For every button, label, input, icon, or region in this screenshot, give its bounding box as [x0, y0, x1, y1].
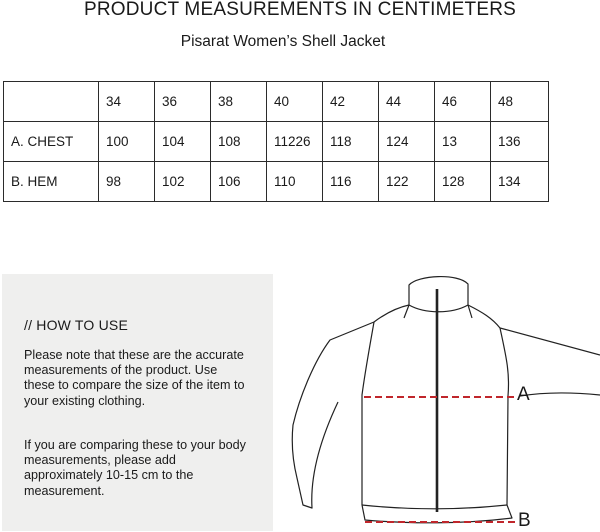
how-to-use-paragraph: Please note that these are the accurate measurements of the product. Use these to compare the size of the item to your existing clothing.: [24, 348, 245, 408]
table-cell: 124: [379, 122, 435, 162]
how-to-use-paragraph: If you are comparing these to your body measurements, please add approximately 10-15 cm to the measurement.: [24, 438, 246, 498]
table-cell: 102: [155, 162, 211, 202]
table-cell: 116: [323, 162, 379, 202]
table-cell: 110: [267, 162, 323, 202]
product-name: Pisarat Women’s Shell Jacket: [180, 33, 386, 50]
row-label-chest: A. CHEST: [4, 122, 99, 162]
size-header: 48: [491, 82, 549, 122]
size-header: 44: [379, 82, 435, 122]
size-header: 38: [211, 82, 267, 122]
page-title: PRODUCT MEASUREMENTS IN CENTIMETERS: [83, 0, 517, 20]
jacket-outline: [292, 277, 600, 523]
size-header: 42: [323, 82, 379, 122]
size-header: 34: [99, 82, 155, 122]
hem-marker-label: B: [518, 510, 531, 531]
table-cell: 106: [211, 162, 267, 202]
table-cell: 118: [323, 122, 379, 162]
row-label-hem: B. HEM: [4, 162, 99, 202]
chest-marker-label: A: [517, 384, 530, 405]
table-cell: 13: [435, 122, 491, 162]
table-cell: 11226: [267, 122, 323, 162]
how-to-use-heading: // HOW TO USE: [24, 317, 128, 333]
table-cell: 134: [491, 162, 549, 202]
table-cell: 98: [99, 162, 155, 202]
table-cell: 108: [211, 122, 267, 162]
table-cell: 100: [99, 122, 155, 162]
table-cell: 104: [155, 122, 211, 162]
size-header: 46: [435, 82, 491, 122]
table-cell: 128: [435, 162, 491, 202]
table-cell: 122: [379, 162, 435, 202]
table-cell: 136: [491, 122, 549, 162]
size-header: 36: [155, 82, 211, 122]
size-header: 40: [267, 82, 323, 122]
